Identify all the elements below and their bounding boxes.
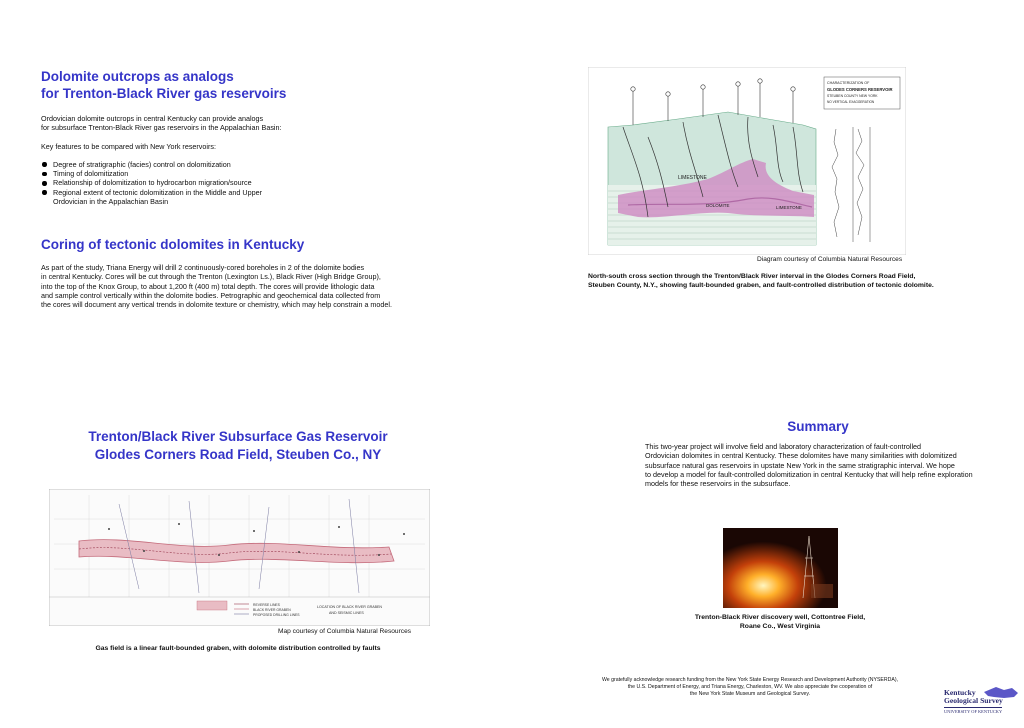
map-title bbox=[40, 428, 436, 464]
photo-caption bbox=[660, 613, 900, 631]
map-legend-item: PROPOSED DRILLING LINES bbox=[253, 613, 300, 617]
dolomite-intro bbox=[41, 114, 401, 133]
dolomite-title-line1: Dolomite outcrops as analogs bbox=[41, 69, 234, 84]
limestone-label-upper: LIMESTONE bbox=[678, 175, 707, 181]
dolomite-title bbox=[41, 68, 401, 102]
map-title-line1: Trenton/Black River Subsurface Gas Reservoir bbox=[88, 429, 388, 444]
cross-section-caption-line2: Steuben County, N.Y., showing fault-bounded graben, and fault-controlled distribution of tectonic dolomite. bbox=[588, 282, 934, 289]
panel-title-line: CHARACTERIZATION OF bbox=[827, 81, 870, 85]
map-legend-item: REVERSE LINES bbox=[253, 603, 280, 607]
kgs-logo bbox=[944, 684, 1020, 724]
coring-body: As part of the study, Triana Energy will drill 2 continuously-cored boreholes in 2 of the dolomite bodies in central Kentucky. Cores will be cut through the Trenton (Lexington Ls.), Black River (High Bridge Group), into the top of the Knox Group, to about 1,200 ft (400 m) total depth. The cores will provide lithologic data and sample control vertically within the dolomite bodies. Petrographic and geochemical data collected from the cores will document any vertical trends in dolomite texture or chemistry, which may help constrain a model. bbox=[41, 263, 393, 310]
panel-title-line: GLODES CORNERS RESERVOIR bbox=[827, 87, 893, 92]
map-legend-item: BLACK RIVER GRABEN bbox=[253, 608, 291, 612]
dolomite-label: DOLOMITE bbox=[706, 203, 730, 208]
field-map bbox=[49, 489, 430, 626]
limestone-label-lower: LIMESTONE bbox=[776, 205, 802, 210]
dolomite-intro-line1: Ordovician dolomite outcrops in central Kentucky can provide analogs bbox=[41, 114, 264, 123]
dolomite-title-line2: for Trenton-Black River gas reservoirs bbox=[41, 86, 287, 101]
cross-section-title-block bbox=[824, 77, 900, 109]
map-title-line2: Glodes Corners Road Field, Steuben Co., NY bbox=[94, 447, 382, 462]
acknowledgements bbox=[560, 677, 940, 699]
coring-title: Coring of tectonic dolomites in Kentucky bbox=[41, 237, 305, 252]
discovery-well-photo bbox=[723, 528, 838, 608]
cross-section-credit: Diagram courtesy of Columbia Natural Resources bbox=[757, 256, 903, 263]
map-caption: Gas field is a linear fault-bounded graben, with dolomite distribution controlled by faults bbox=[95, 645, 381, 652]
ack-line2: the U.S. Department of Energy, and Triana Energy, Charleston, WV. We also appreciate the cooperation of bbox=[627, 684, 873, 691]
cross-section-caption-line1: North-south cross section through the Trenton/Black River interval in the Glodes Corners Road Field, bbox=[588, 273, 916, 280]
features-list bbox=[41, 160, 401, 206]
dolomite-section bbox=[41, 68, 401, 206]
feature-item: Relationship of dolomitization to hydrocarbon migration/source bbox=[41, 178, 401, 187]
panel-title-line: NO VERTICAL EXAGGERATION bbox=[827, 100, 875, 104]
map-location-label: AND SEISMIC LINES bbox=[329, 611, 364, 615]
cross-section-diagram bbox=[588, 67, 906, 255]
feature-item: Degree of stratigraphic (facies) control on dolomitization bbox=[41, 160, 401, 169]
cross-section-caption bbox=[588, 272, 1018, 290]
feature-item: Timing of dolomitization bbox=[41, 169, 401, 178]
ack-line1: We gratefully acknowledge research funding from the New York State Energy Research and Development Authority (NYSERDA), bbox=[601, 677, 899, 683]
photo-caption-line2: Roane Co., West Virginia bbox=[739, 623, 821, 630]
dolomite-intro-line2: for subsurface Trenton-Black River gas reservoirs in the Appalachian Basin: bbox=[41, 123, 282, 133]
cross-section-figure bbox=[588, 67, 906, 255]
map-location-label: LOCATION OF BLACK RIVER GRABEN bbox=[317, 605, 383, 609]
logo-line1: Kentucky bbox=[944, 688, 976, 697]
panel-title-line: STEUBEN COUNTY NEW YORK bbox=[827, 94, 878, 98]
summary-body: This two-year project will involve field and laboratory characterization of fault-controlled Ordovician dolomites in central Kentucky. These dolomites have many similarities with dolomitized subsurface natural gas reservoirs in upstate New York in the same stratigraphic interval. We hope to develop a model for fault-controlled dolomitization in central Kentucky that will help refine exploration models for these reservoirs in the subsurface. bbox=[645, 442, 973, 489]
map-figure bbox=[49, 489, 430, 626]
ack-line3: the New York State Museum and Geological Survey. bbox=[689, 691, 811, 698]
summary-title: Summary bbox=[787, 419, 849, 434]
map-credit: Map courtesy of Columbia Natural Resources bbox=[278, 628, 412, 635]
well-photo bbox=[723, 528, 838, 608]
photo-caption-line1: Trenton-Black River discovery well, Cottontree Field, bbox=[694, 614, 866, 621]
key-features-label: Key features to be compared with New York reservoirs: bbox=[41, 141, 216, 151]
feature-item: Regional extent of tectonic dolomitization in the Middle and Upper Ordovician in the Appalachian Basin bbox=[41, 188, 401, 207]
coring-section bbox=[41, 236, 421, 309]
logo-line2: Geological Survey bbox=[944, 696, 1003, 705]
logo-line3: UNIVERSITY OF KENTUCKY bbox=[944, 709, 1003, 714]
